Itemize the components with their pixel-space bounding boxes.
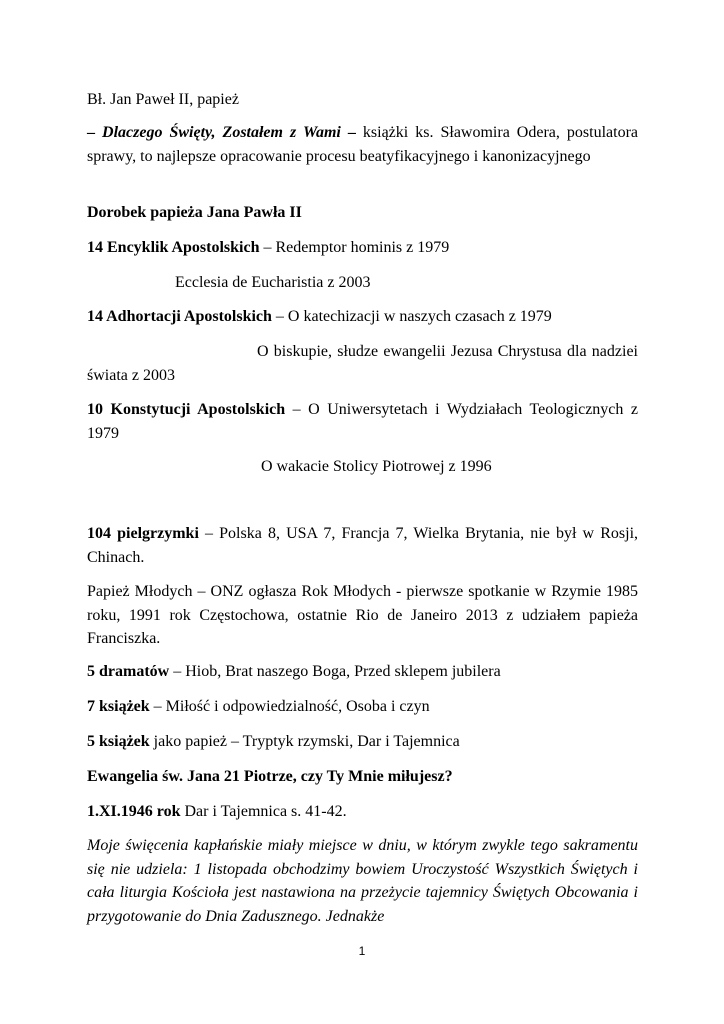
quote-paragraph: Moje święcenia kapłańskie miały miejsce w dniu, w którym zwykle tego sakramentu się nie udziela: 1 listopada obchodzimy bowiem Uroczystość Wszystkich Świętych i cała liturgia Kościoła jest nastawiona na przeżycie tajemnicy Świętych Obcowania i przygotowanie do Dnia Zadusznego. Jednakże	[87, 837, 638, 925]
ksiazki5-line: 5 książek jako papież – Tryptyk rzymski, Dar i Tajemnica	[87, 733, 460, 750]
mlodzi-paragraph: Papież Młodych – ONZ ogłasza Rok Młodych - pierwsze spotkanie w Rzymie 1985 roku, 1991 rok Częstochowa, ostatnie Rio de Janeiro 2013 z udziałem papieża Franciszka.	[87, 583, 638, 647]
page-number: 1	[358, 944, 366, 958]
author-line: Bł. Jan Paweł II, papież	[87, 91, 239, 108]
dramaty-line: 5 dramatów – Hiob, Brat naszego Boga, Przed sklepem jubilera	[87, 663, 501, 680]
ewangelia-heading: Ewangelia św. Jana 21 Piotrze, czy Ty Mnie miłujesz?	[87, 768, 453, 785]
ksiazki7-line: 7 książek – Miłość i odpowiedzialność, Osoba i czyn	[87, 698, 430, 715]
date-line: 1.XI.1946 rok Dar i Tajemnica s. 41-42.	[87, 803, 347, 820]
encykliki-second: Ecclesia de Eucharistia z 2003	[175, 274, 371, 291]
intro-paragraph: – Dlaczego Święty, Zostałem z Wami – książki ks. Sławomira Odera, postulatora sprawy, to najlepsze opracowanie procesu beatyfikacyjnego i kanonizacyjnego	[87, 124, 639, 165]
section-heading: Dorobek papieża Jana Pawła II	[87, 204, 302, 221]
book-titles: Dlaczego Święty, Zostałem z Wami	[102, 124, 341, 141]
encykliki-line: 14 Encyklik Apostolskich – Redemptor hominis z 1979	[87, 239, 450, 256]
konstytucje-line: 10 Konstytucji Apostolskich – O Uniwersytetach i Wydziałach Teologicznych z 1979	[87, 401, 639, 442]
konstytucje-second: O wakacie Stolicy Piotrowej z 1996	[261, 458, 492, 475]
adhortacje-line: 14 Adhortacji Apostolskich – O katechizacji w naszych czasach z 1979	[87, 308, 552, 325]
pielgrzymki-paragraph: 104 pielgrzymki – Polska 8, USA 7, Francja 7, Wielka Brytania, nie był w Rosji, Chinach.	[87, 525, 639, 566]
adhortacje-second: O biskupie, słudze ewangelii Jezusa Chrystusa dla nadziei świata z 2003	[87, 343, 638, 384]
